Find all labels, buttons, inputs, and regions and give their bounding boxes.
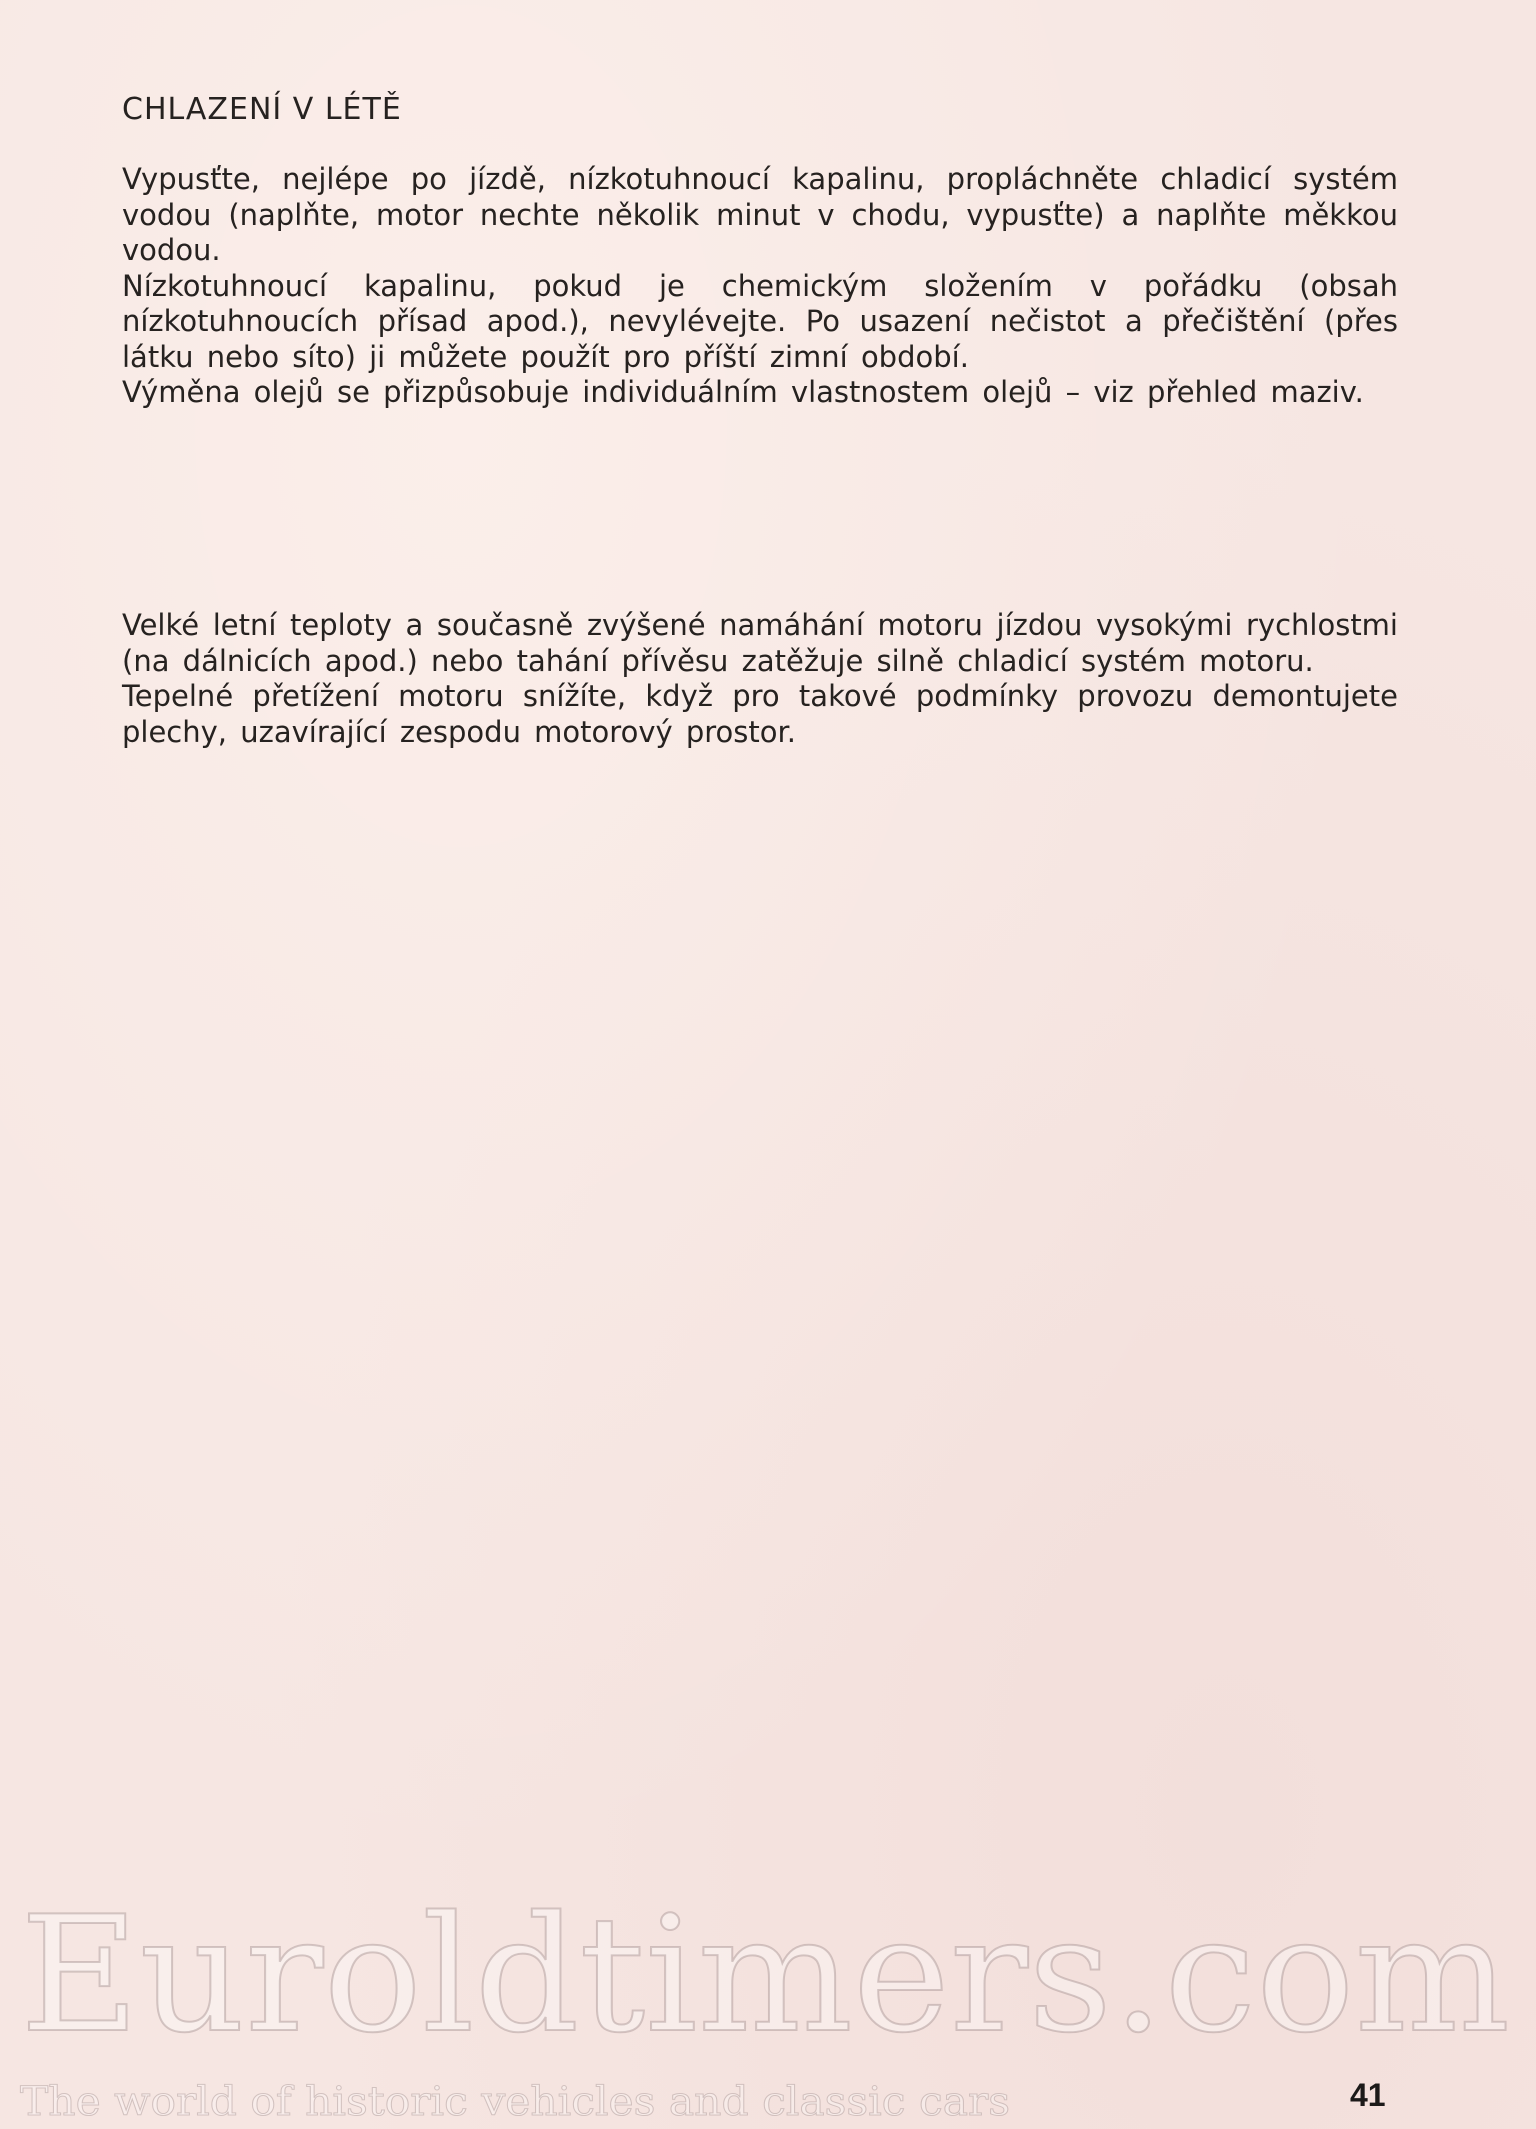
paragraph-engine-load: Velké letní teploty a současně zvýšené namáhání motoru jízdou vysokými rychlostmi (na dálnicích apod.) nebo tahání přívěsu zatěžuje silně chladicí systém motoru. bbox=[122, 608, 1398, 678]
section-heading: CHLAZENÍ V LÉTĚ bbox=[122, 92, 402, 127]
watermark-title: Euroldtimers.com bbox=[20, 1881, 1510, 2068]
page-number: 41 bbox=[1350, 2077, 1386, 2113]
paragraph-reuse-antifreeze: Nízkotuhnoucí kapalinu, pokud je chemickým složením v pořádku (obsah nízkotuhnoucích přísad apod.), nevylévejte. Po usazení nečistot a přečištění (přes látku nebo síto) ji můžete použít pro příští zimní období. bbox=[122, 268, 1398, 374]
paragraph-remove-plates: Tepelné přetížení motoru snížíte, když pro takové podmínky provozu demontujete plechy, uzavírající zespodu motorový prostor. bbox=[122, 679, 1398, 749]
watermark-tagline: The world of historic vehicles and classic cars bbox=[20, 2079, 1010, 2125]
paragraph-oil-change: Výměna olejů se přizpůsobuje individuálním vlastnostem olejů – viz přehled maziv. bbox=[122, 375, 1364, 409]
summer-load-section bbox=[122, 608, 1398, 750]
paragraph-drain-coolant: Vypusťte, nejlépe po jízdě, nízkotuhnoucí kapalinu, propláchněte chladicí systém vodou (naplňte, motor nechte několik minut v chodu, vypusťte) a naplňte měkkou vodou. bbox=[122, 162, 1398, 267]
winter-fluid-section bbox=[122, 162, 1398, 411]
